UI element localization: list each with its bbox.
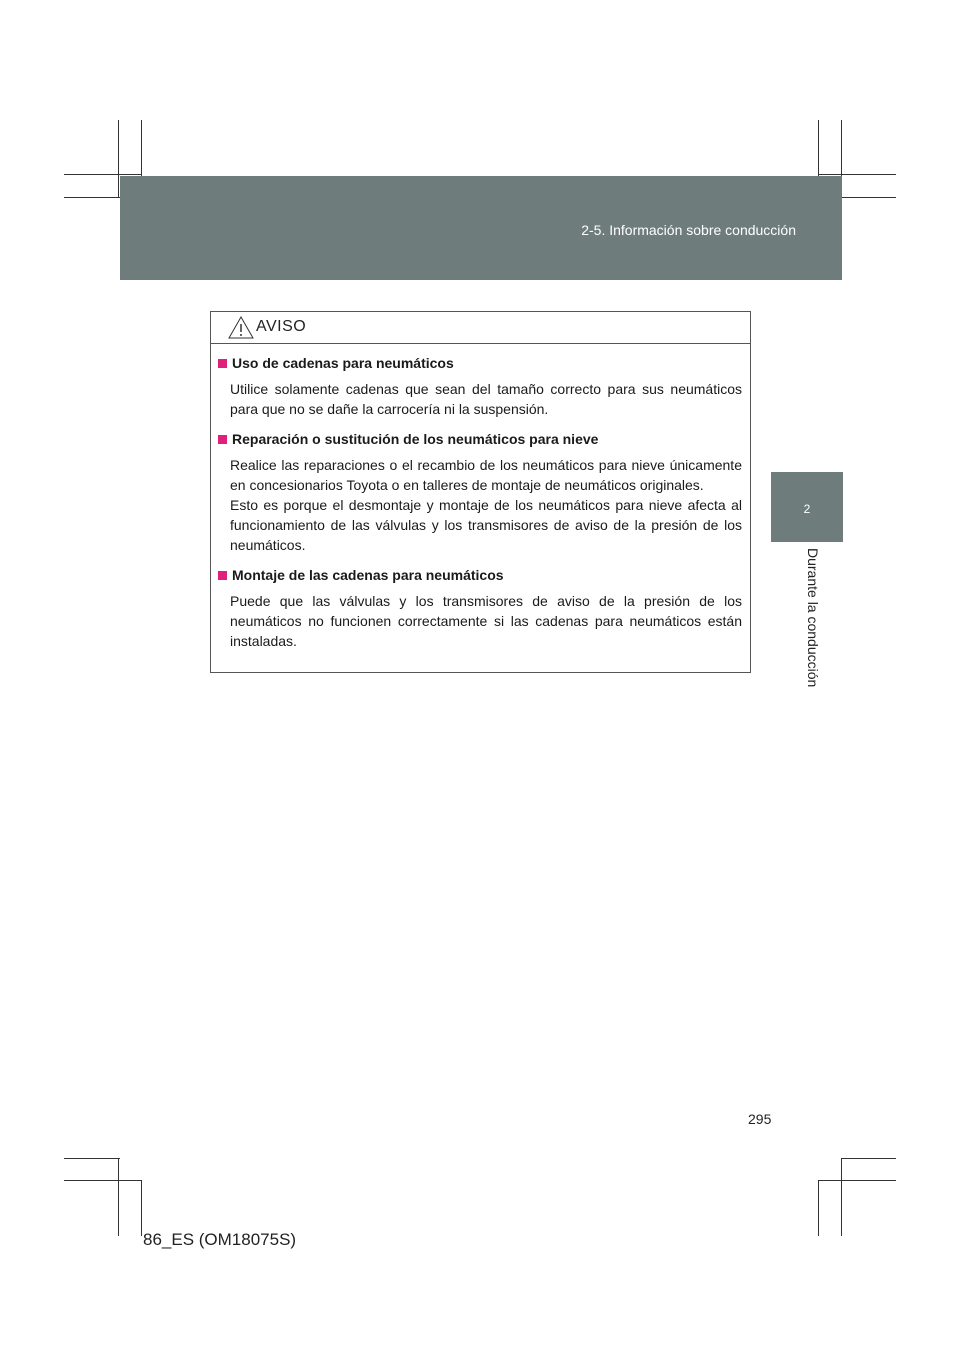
item-paragraph: Utilice solamente cadenas que sean del tamaño correcto para sus neumáticos para que no se dañe la carrocería ni la suspensión.: [230, 381, 742, 417]
item-heading: [218, 429, 742, 449]
notice-item: [218, 353, 742, 419]
crop-mark: [841, 1158, 896, 1159]
document-code: 86_ES (OM18075S): [143, 1230, 297, 1249]
crop-mark: [818, 174, 896, 175]
crop-mark: [818, 1180, 896, 1181]
bullet-square-icon: [218, 435, 227, 444]
item-text: [230, 591, 742, 651]
crop-mark: [64, 1158, 120, 1159]
item-paragraph: Realice las reparaciones o el recambio de los neumáticos para nieve únicamente en concesionarios Toyota o en talleres de montaje de neumáticos originales.: [230, 457, 742, 493]
notice-item: [218, 429, 742, 555]
notice-body: [211, 344, 750, 651]
item-heading-text: Uso de cadenas para neumáticos: [232, 355, 454, 371]
crop-mark: [841, 197, 896, 198]
chapter-number: 2: [803, 502, 811, 516]
item-heading-text: Montaje de las cadenas para neumáticos: [232, 567, 504, 583]
item-text: [230, 455, 742, 555]
item-paragraph: Puede que las válvulas y los transmisores de aviso de la presión de los neumáticos no funcionen correctamente si las cadenas para neumáticos están instaladas.: [230, 593, 742, 649]
item-heading: [218, 353, 742, 373]
crop-mark: [118, 1158, 119, 1236]
page-number: 295: [748, 1111, 772, 1127]
section-title: 2-5. Información sobre conducción: [581, 222, 796, 238]
chapter-label: Durante la conducción: [805, 548, 821, 688]
bullet-square-icon: [218, 359, 227, 368]
crop-mark: [64, 1180, 142, 1181]
warning-notice: [210, 311, 751, 673]
crop-mark: [64, 197, 120, 198]
item-paragraph: Esto es porque el desmontaje y montaje de los neumáticos para nieve afecta al funcionamiento de las válvulas y los transmisores de aviso de la presión de los neumáticos.: [230, 497, 742, 553]
bullet-square-icon: [218, 571, 227, 580]
warning-triangle-icon: [227, 315, 255, 340]
item-heading-text: Reparación o sustitución de los neumáticos para nieve: [232, 431, 599, 447]
crop-mark: [818, 1180, 819, 1236]
item-heading: [218, 565, 742, 585]
notice-title: AVISO: [256, 318, 307, 335]
crop-mark: [64, 174, 142, 175]
crop-mark: [118, 120, 119, 198]
crop-mark: [141, 1180, 142, 1236]
notice-header: [211, 312, 750, 344]
item-text: [230, 379, 742, 419]
chapter-tab: [771, 472, 843, 542]
notice-item: [218, 565, 742, 651]
crop-mark: [841, 1158, 842, 1236]
header-band: [120, 176, 842, 280]
